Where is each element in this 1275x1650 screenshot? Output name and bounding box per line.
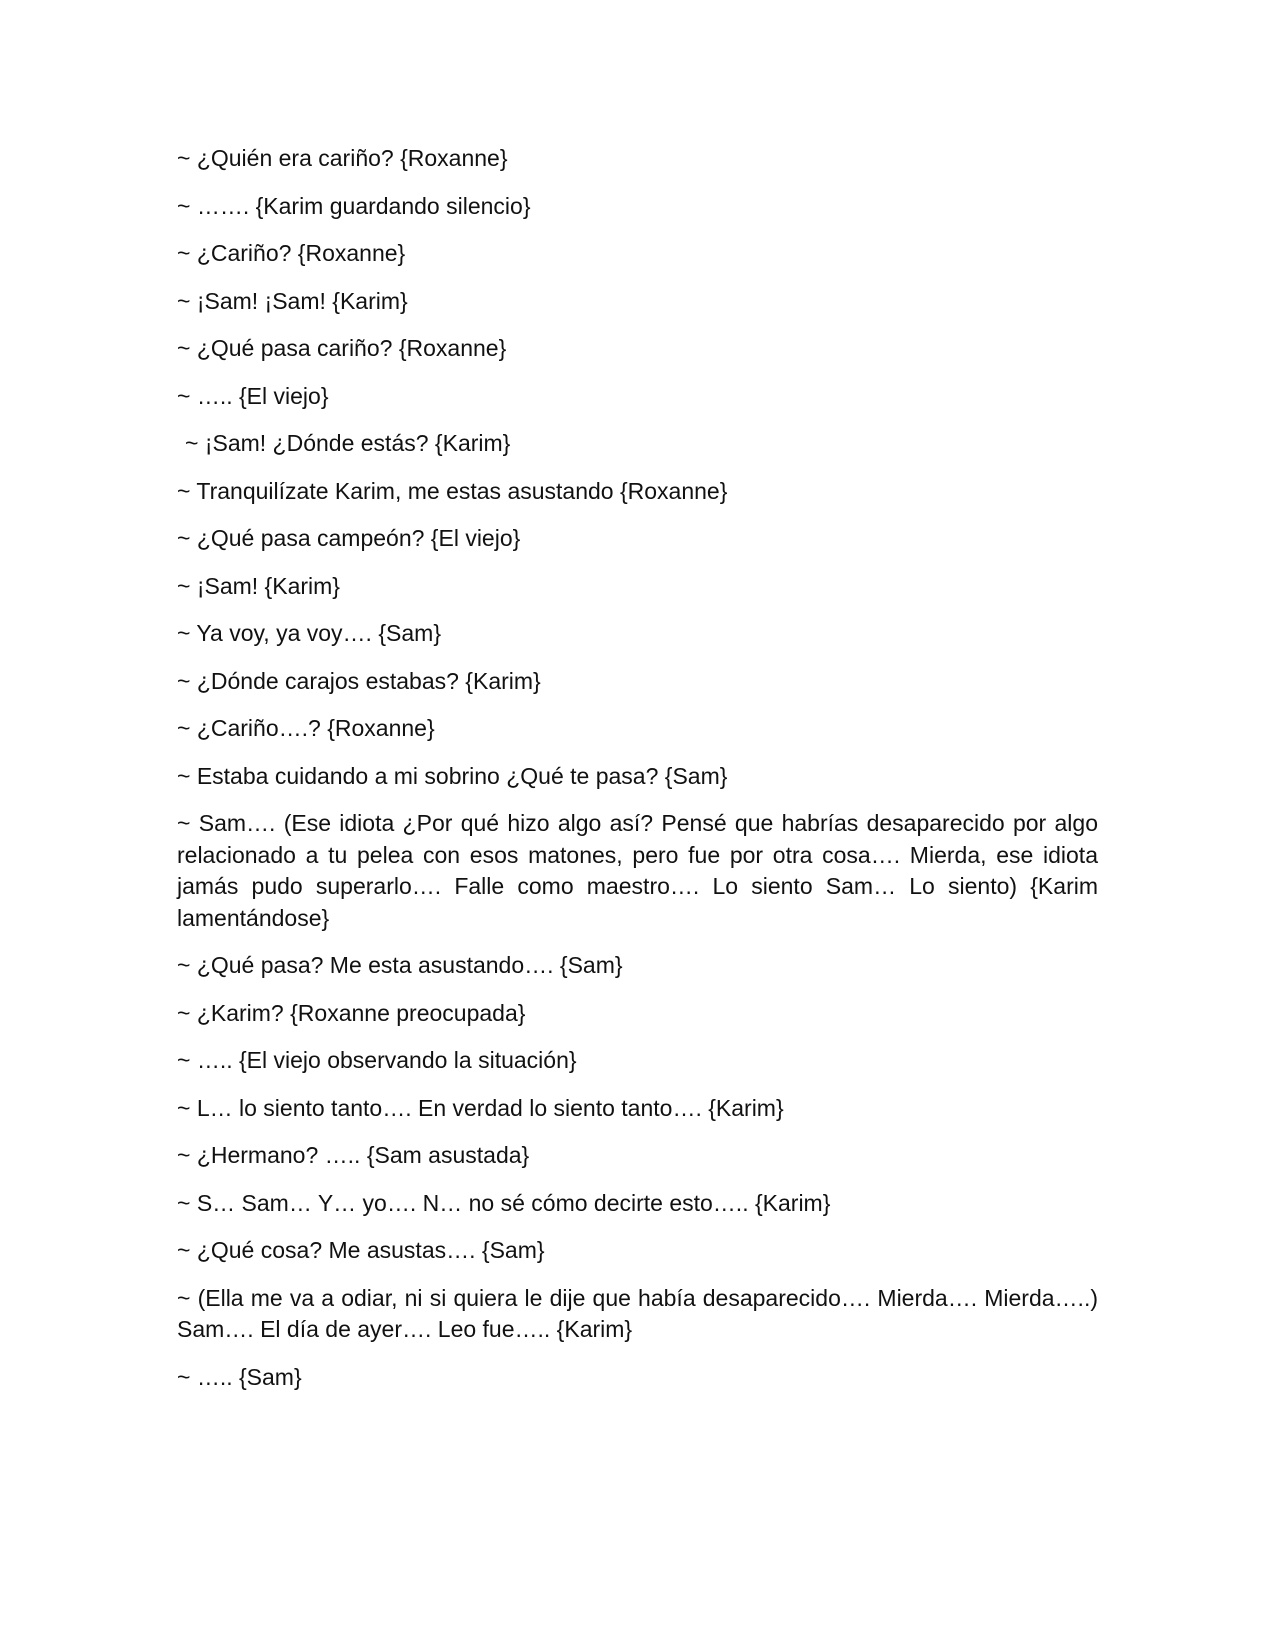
- dialogue-line: ~ ¿Qué pasa? Me esta asustando…. {Sam}: [177, 952, 623, 978]
- dialogue-line: ~ Tranquilízate Karim, me estas asustando {Roxanne}: [177, 477, 728, 504]
- dialogue-line: ~ Ya voy, ya voy…. {Sam}: [177, 620, 441, 646]
- dialogue-line: ~ ¿Qué pasa campeón? {El viejo}: [177, 525, 521, 551]
- dialogue-line: ~ ¿Qué cosa? Me asustas…. {Sam}: [177, 1237, 545, 1263]
- dialogue-line: ~ ¡Sam! ¿Dónde estás? {Karim}: [185, 430, 511, 456]
- dialogue-line: ~ ….. {El viejo}: [177, 382, 329, 409]
- dialogue-line: ~ ¿Quién era cariño? {Roxanne}: [177, 145, 508, 171]
- dialogue-line: ~ ¿Qué pasa cariño? {Roxanne}: [177, 335, 507, 361]
- dialogue-text: [177, 143, 1098, 1409]
- dialogue-line: ~ L… lo siento tanto…. En verdad lo siento tanto…. {Karim}: [177, 1094, 784, 1121]
- dialogue-line: ~ ¡Sam! {Karim}: [177, 572, 340, 599]
- dialogue-line: ~ ….. {Sam}: [177, 1363, 302, 1390]
- dialogue-line: ~ ….. {El viejo observando la situación}: [177, 1047, 577, 1073]
- dialogue-line: ~ Estaba cuidando a mi sobrino ¿Qué te pasa? {Sam}: [177, 762, 728, 789]
- dialogue-paragraph: ~ (Ella me va a odiar, ni si quiera le dije que había desaparecido…. Mierda…. Mierda…..) Sam…. El día de ayer…. Leo fue….. {Karim}: [177, 1284, 1098, 1342]
- dialogue-line: ~ ¿Karim? {Roxanne preocupada}: [177, 999, 526, 1026]
- dialogue-line: ~ ¡Sam! ¡Sam! {Karim}: [177, 287, 408, 314]
- dialogue-line: ~ ¿Cariño….? {Roxanne}: [177, 715, 435, 741]
- dialogue-line: ~ S… Sam… Y… yo…. N… no sé cómo decirte esto….. {Karim}: [177, 1189, 831, 1216]
- dialogue-paragraph: ~ Sam…. (Ese idiota ¿Por qué hizo algo así? Pensé que habrías desaparecido por algo relacionado a tu pelea con esos matones, pero fue por otra cosa…. Mierda, ese idiota jamás pudo superarlo…. Falle como maestro…. Lo siento Sam… Lo siento) {Karim lamentándose}: [177, 810, 1098, 931]
- dialogue-line: ~ ……. {Karim guardando silencio}: [177, 192, 531, 219]
- dialogue-line: ~ ¿Dónde carajos estabas? {Karim}: [177, 667, 541, 694]
- dialogue-line: ~ ¿Hermano? ….. {Sam asustada}: [177, 1142, 530, 1168]
- dialogue-line: ~ ¿Cariño? {Roxanne}: [177, 240, 406, 266]
